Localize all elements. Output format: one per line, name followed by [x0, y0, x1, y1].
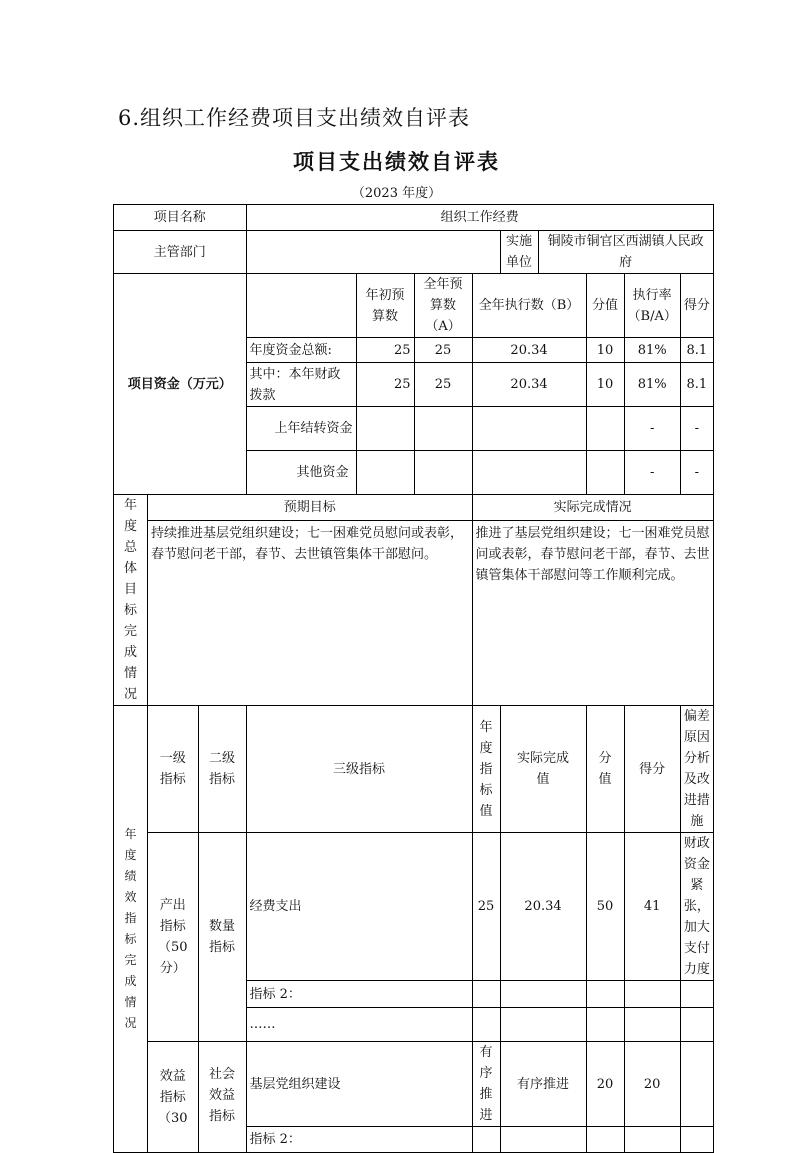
- funds-row-executed: 20.34: [472, 338, 586, 363]
- goals-expected-text: 持续推进基层党组织建设；七一困难党员慰问或表彰，春节慰问老干部，春节、去世镇管集体干部慰问。: [148, 521, 473, 706]
- dept-value: [246, 231, 500, 274]
- funds-header-executed: 全年执行数（B）: [472, 274, 586, 338]
- goals-header-row: [114, 495, 714, 521]
- funds-row-rate: -: [624, 407, 680, 451]
- perf-row-name: 基层党组织建设: [246, 1042, 472, 1127]
- perf-row-score: 20: [624, 1042, 680, 1127]
- funds-header-score-value: 分值: [586, 274, 624, 338]
- year-label: （2023 年度）: [351, 186, 442, 201]
- impl-unit-value: 铜陵市铜官区西湖镇人民政府: [538, 231, 713, 274]
- funds-row-annual: 25: [414, 338, 472, 363]
- funds-row-annual: [414, 407, 472, 451]
- perf-row-score: [624, 1008, 680, 1042]
- funds-header-score: 得分: [680, 274, 713, 338]
- perf-row-deviation: [680, 1008, 713, 1042]
- perf-row-name: 经费支出: [246, 833, 472, 981]
- perf-row-actual: [500, 1127, 586, 1153]
- perf-output-level2: 数量指标: [198, 833, 246, 1042]
- funds-row-executed: [472, 407, 586, 451]
- perf-row-name: 指标 2：: [246, 981, 472, 1008]
- funds-row-score: -: [680, 407, 713, 451]
- perf-row-score: [624, 1127, 680, 1153]
- funds-row-label: 其他资金: [246, 451, 356, 495]
- perf-row-actual: [500, 981, 586, 1008]
- perf-row: [114, 1042, 714, 1127]
- perf-row-target: [472, 981, 500, 1008]
- funds-row-initial: [356, 451, 414, 495]
- perf-row-score-value: [586, 981, 624, 1008]
- funds-corner: [246, 274, 356, 338]
- perf-label: 年度绩效指标完成情况: [114, 706, 148, 1153]
- project-name-value: 组织工作经费: [246, 205, 713, 231]
- project-name-label: 项目名称: [114, 205, 247, 231]
- goals-expected-header: 预期目标: [148, 495, 473, 521]
- page-title: 项目支出绩效自评表: [293, 150, 500, 174]
- section-title: 6.组织工作经费项目支出绩效自评表: [118, 106, 471, 130]
- funds-header-rate: 执行率（B/A）: [624, 274, 680, 338]
- perf-row-target: [472, 1008, 500, 1042]
- perf-header-row: [114, 706, 714, 833]
- department-row: [114, 231, 714, 274]
- perf-row-target: [472, 1127, 500, 1153]
- perf-row-deviation: [680, 1127, 713, 1153]
- funds-row-annual: [414, 451, 472, 495]
- funds-row-initial: 25: [356, 363, 414, 407]
- funds-header-initial: 年初预算数: [356, 274, 414, 338]
- perf-row-actual: 20.34: [500, 833, 586, 981]
- funds-row-executed: [472, 451, 586, 495]
- dept-label: 主管部门: [114, 231, 247, 274]
- perf-row-score-value: [586, 1127, 624, 1153]
- perf-row-score: [624, 981, 680, 1008]
- funds-row-score-value: 10: [586, 338, 624, 363]
- goals-content-row: [114, 521, 714, 706]
- perf-row-deviation: [680, 981, 713, 1008]
- perf-row-actual: [500, 1008, 586, 1042]
- self-evaluation-table: [113, 204, 714, 1153]
- perf-row-target: 有序推进: [472, 1042, 500, 1127]
- funds-header-row: [114, 274, 714, 338]
- funds-label: 项目资金（万元）: [114, 274, 247, 495]
- funds-row-score-value: 10: [586, 363, 624, 407]
- funds-row-rate: 81%: [624, 363, 680, 407]
- perf-header-target: 年度指标值: [472, 706, 500, 833]
- impl-unit-label: 实施单位: [500, 231, 538, 274]
- funds-row-score: 8.1: [680, 363, 713, 407]
- perf-row-deviation: 财政资金紧张，加大支付力度: [680, 833, 713, 981]
- funds-row-score-value: [586, 451, 624, 495]
- goals-actual-text: 推进了基层党组织建设；七一困难党员慰问或表彰，春节慰问老干部，春节、去世镇管集体干部慰问等工作顺利完成。: [472, 521, 713, 706]
- funds-row-label: 其中：本年财政拨款: [246, 363, 356, 407]
- goals-label: 年度总体目标完成情况: [114, 495, 148, 706]
- funds-row-initial: [356, 407, 414, 451]
- perf-row: [114, 833, 714, 981]
- perf-header-level2: 二级指标: [198, 706, 246, 833]
- perf-row-deviation: [680, 1042, 713, 1127]
- perf-header-level1: 一级指标: [148, 706, 199, 833]
- perf-row-name: ……: [246, 1008, 472, 1042]
- funds-row-executed: 20.34: [472, 363, 586, 407]
- perf-benefit-level1: 效益指标（30: [148, 1042, 199, 1153]
- perf-header-score-value: 分值: [586, 706, 624, 833]
- perf-row-score-value: 20: [586, 1042, 624, 1127]
- perf-output-level1: 产出指标（50分）: [148, 833, 199, 1042]
- perf-header-level3: 三级指标: [246, 706, 472, 833]
- funds-row-rate: -: [624, 451, 680, 495]
- funds-header-annual: 全年预算数（A）: [414, 274, 472, 338]
- funds-row-score-value: [586, 407, 624, 451]
- goals-actual-header: 实际完成情况: [472, 495, 713, 521]
- funds-row-rate: 81%: [624, 338, 680, 363]
- funds-row-label: 上年结转资金: [246, 407, 356, 451]
- perf-row-score-value: 50: [586, 833, 624, 981]
- project-name-row: [114, 205, 714, 231]
- funds-row-annual: 25: [414, 363, 472, 407]
- funds-row-initial: 25: [356, 338, 414, 363]
- perf-row-actual: 有序推进: [500, 1042, 586, 1127]
- perf-row-name: 指标 2：: [246, 1127, 472, 1153]
- funds-row-label: 年度资金总额:: [246, 338, 356, 363]
- funds-row-score: -: [680, 451, 713, 495]
- perf-benefit-level2: 社会效益指标: [198, 1042, 246, 1153]
- perf-row-target: 25: [472, 833, 500, 981]
- funds-row-score: 8.1: [680, 338, 713, 363]
- perf-header-score: 得分: [624, 706, 680, 833]
- perf-row-score: 41: [624, 833, 680, 981]
- perf-header-actual: 实际完成值: [500, 706, 586, 833]
- perf-row-score-value: [586, 1008, 624, 1042]
- perf-header-deviation: 偏差原因分析及改进措施: [680, 706, 713, 833]
